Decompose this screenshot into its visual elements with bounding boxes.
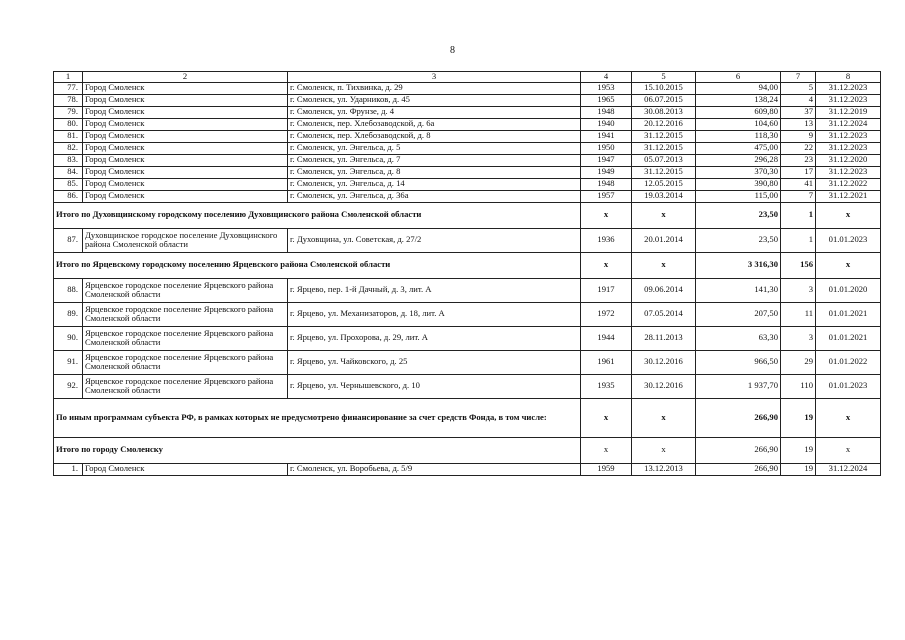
total-residents: 156 <box>781 252 816 278</box>
column-number-header <box>54 72 881 83</box>
table-row <box>54 118 881 130</box>
table-row <box>54 350 881 374</box>
table-row <box>54 190 881 202</box>
recognition-date: 20.01.2014 <box>632 228 696 252</box>
residents-count: 110 <box>781 374 816 398</box>
residents-count: 17 <box>781 166 816 178</box>
settlement-name: Город Смоленск <box>83 154 288 166</box>
total-date: x <box>632 202 696 228</box>
resettlement-deadline: 31.12.2023 <box>816 82 881 94</box>
address: г. Ярцево, ул. Чайковского, д. 25 <box>288 350 581 374</box>
total-year: x <box>581 202 632 228</box>
resettlement-deadline: 31.12.2020 <box>816 154 881 166</box>
table-row <box>54 463 881 475</box>
year-built: 1957 <box>581 190 632 202</box>
row-number: 81. <box>54 130 83 142</box>
resettlement-deadline: 01.01.2021 <box>816 302 881 326</box>
settlement-name: Ярцевское городское поселение Ярцевского района Смоленской области <box>83 374 288 398</box>
area: 966,50 <box>696 350 781 374</box>
resettlement-deadline: 01.01.2023 <box>816 374 881 398</box>
total-deadline: x <box>816 252 881 278</box>
year-built: 1935 <box>581 374 632 398</box>
total-area: 23,50 <box>696 202 781 228</box>
residents-count: 9 <box>781 130 816 142</box>
resettlement-deadline: 31.12.2023 <box>816 166 881 178</box>
address: г. Ярцево, ул. Механизаторов, д. 18, лит. А <box>288 302 581 326</box>
header-cell: 8 <box>816 72 881 83</box>
year-built: 1950 <box>581 142 632 154</box>
area: 23,50 <box>696 228 781 252</box>
table-row <box>54 178 881 190</box>
year-built: 1961 <box>581 350 632 374</box>
total-row <box>54 437 881 463</box>
residents-count: 41 <box>781 178 816 190</box>
resettlement-deadline: 01.01.2020 <box>816 278 881 302</box>
total-area: 266,90 <box>696 398 781 437</box>
year-built: 1953 <box>581 82 632 94</box>
address: г. Смоленск, ул. Энгельса, д. 7 <box>288 154 581 166</box>
address: г. Смоленск, ул. Воробьева, д. 5/9 <box>288 463 581 475</box>
address: г. Ярцево, пер. 1-й Дачный, д. 3, лит. А <box>288 278 581 302</box>
year-built: 1941 <box>581 130 632 142</box>
recognition-date: 30.08.2013 <box>632 106 696 118</box>
settlement-name: Город Смоленск <box>83 142 288 154</box>
row-number: 88. <box>54 278 83 302</box>
settlement-name: Ярцевское городское поселение Ярцевского района Смоленской области <box>83 350 288 374</box>
recognition-date: 15.10.2015 <box>632 82 696 94</box>
recognition-date: 30.12.2016 <box>632 350 696 374</box>
area: 115,00 <box>696 190 781 202</box>
total-year: x <box>581 398 632 437</box>
total-year: x <box>581 252 632 278</box>
row-number: 90. <box>54 326 83 350</box>
row-number: 79. <box>54 106 83 118</box>
total-row <box>54 202 881 228</box>
settlement-name: Город Смоленск <box>83 130 288 142</box>
row-number: 78. <box>54 94 83 106</box>
table-row <box>54 228 881 252</box>
header-cell: 2 <box>83 72 288 83</box>
recognition-date: 31.12.2015 <box>632 142 696 154</box>
recognition-date: 06.07.2015 <box>632 94 696 106</box>
row-number: 83. <box>54 154 83 166</box>
total-date: x <box>632 398 696 437</box>
recognition-date: 20.12.2016 <box>632 118 696 130</box>
area: 141,30 <box>696 278 781 302</box>
address: г. Смоленск, пер. Хлебозаводской, д. 6а <box>288 118 581 130</box>
area: 296,28 <box>696 154 781 166</box>
recognition-date: 30.12.2016 <box>632 374 696 398</box>
total-row <box>54 252 881 278</box>
total-residents: 19 <box>781 398 816 437</box>
address: г. Смоленск, ул. Энгельса, д. 14 <box>288 178 581 190</box>
total-area: 266,90 <box>696 437 781 463</box>
total-row <box>54 398 881 437</box>
table-row <box>54 130 881 142</box>
residents-count: 29 <box>781 350 816 374</box>
area: 207,50 <box>696 302 781 326</box>
residents-count: 22 <box>781 142 816 154</box>
header-cell: 6 <box>696 72 781 83</box>
area: 94,00 <box>696 82 781 94</box>
residents-count: 7 <box>781 190 816 202</box>
row-number: 84. <box>54 166 83 178</box>
year-built: 1972 <box>581 302 632 326</box>
year-built: 1947 <box>581 154 632 166</box>
table-row <box>54 374 881 398</box>
total-date: x <box>632 437 696 463</box>
recognition-date: 13.12.2013 <box>632 463 696 475</box>
settlement-name: Город Смоленск <box>83 190 288 202</box>
table-row <box>54 302 881 326</box>
recognition-date: 05.07.2013 <box>632 154 696 166</box>
area: 104,60 <box>696 118 781 130</box>
year-built: 1949 <box>581 166 632 178</box>
header-cell: 5 <box>632 72 696 83</box>
address: г. Ярцево, ул. Чернышевского, д. 10 <box>288 374 581 398</box>
settlement-name: Духовщинское городское поселение Духовщинского района Смоленской области <box>83 228 288 252</box>
total-label: Итого по Духовщинскому городскому поселению Духовщинского района Смоленской области <box>54 202 581 228</box>
row-number: 89. <box>54 302 83 326</box>
year-built: 1965 <box>581 94 632 106</box>
housing-registry-table <box>53 71 881 476</box>
recognition-date: 09.06.2014 <box>632 278 696 302</box>
row-number: 1. <box>54 463 83 475</box>
resettlement-deadline: 31.12.2024 <box>816 463 881 475</box>
year-built: 1944 <box>581 326 632 350</box>
row-number: 92. <box>54 374 83 398</box>
total-year: x <box>581 437 632 463</box>
recognition-date: 28.11.2013 <box>632 326 696 350</box>
area: 138,24 <box>696 94 781 106</box>
total-residents: 1 <box>781 202 816 228</box>
address: г. Духовщина, ул. Советская, д. 27/2 <box>288 228 581 252</box>
area: 390,80 <box>696 178 781 190</box>
row-number: 86. <box>54 190 83 202</box>
recognition-date: 19.03.2014 <box>632 190 696 202</box>
row-number: 85. <box>54 178 83 190</box>
address: г. Смоленск, пер. Хлебозаводской, д. 8 <box>288 130 581 142</box>
resettlement-deadline: 31.12.2023 <box>816 130 881 142</box>
area: 266,90 <box>696 463 781 475</box>
area: 63,30 <box>696 326 781 350</box>
settlement-name: Город Смоленск <box>83 166 288 178</box>
recognition-date: 07.05.2014 <box>632 302 696 326</box>
recognition-date: 31.12.2015 <box>632 166 696 178</box>
header-cell: 4 <box>581 72 632 83</box>
residents-count: 23 <box>781 154 816 166</box>
row-number: 82. <box>54 142 83 154</box>
residents-count: 4 <box>781 94 816 106</box>
total-label: Итого по Ярцевскому городскому поселению Ярцевского района Смоленской области <box>54 252 581 278</box>
total-label: Итого по городу Смоленску <box>54 437 581 463</box>
resettlement-deadline: 01.01.2022 <box>816 350 881 374</box>
total-area: 3 316,30 <box>696 252 781 278</box>
settlement-name: Город Смоленск <box>83 118 288 130</box>
total-deadline: x <box>816 398 881 437</box>
resettlement-deadline: 31.12.2019 <box>816 106 881 118</box>
table-row <box>54 326 881 350</box>
row-number: 77. <box>54 82 83 94</box>
total-label: По иным программам субъекта РФ, в рамках которых не предусмотрено финансирование за счет средств Фонда, в том числе: <box>54 398 581 437</box>
total-deadline: x <box>816 202 881 228</box>
area: 370,30 <box>696 166 781 178</box>
recognition-date: 12.05.2015 <box>632 178 696 190</box>
row-number: 91. <box>54 350 83 374</box>
address: г. Смоленск, ул. Ударников, д. 45 <box>288 94 581 106</box>
header-cell: 7 <box>781 72 816 83</box>
resettlement-deadline: 31.12.2023 <box>816 94 881 106</box>
address: г. Смоленск, ул. Фрунзе, д. 4 <box>288 106 581 118</box>
table-row <box>54 154 881 166</box>
residents-count: 3 <box>781 278 816 302</box>
residents-count: 11 <box>781 302 816 326</box>
settlement-name: Ярцевское городское поселение Ярцевского района Смоленской области <box>83 302 288 326</box>
table-row <box>54 106 881 118</box>
address: г. Смоленск, ул. Энгельса, д. 36а <box>288 190 581 202</box>
resettlement-deadline: 01.01.2021 <box>816 326 881 350</box>
header-cell: 1 <box>54 72 83 83</box>
residents-count: 19 <box>781 463 816 475</box>
residents-count: 13 <box>781 118 816 130</box>
year-built: 1959 <box>581 463 632 475</box>
area: 1 937,70 <box>696 374 781 398</box>
table-row <box>54 166 881 178</box>
resettlement-deadline: 31.12.2024 <box>816 118 881 130</box>
residents-count: 37 <box>781 106 816 118</box>
page-number: 8 <box>450 45 455 56</box>
row-number: 80. <box>54 118 83 130</box>
year-built: 1948 <box>581 106 632 118</box>
row-number: 87. <box>54 228 83 252</box>
settlement-name: Ярцевское городское поселение Ярцевского района Смоленской области <box>83 278 288 302</box>
settlement-name: Город Смоленск <box>83 82 288 94</box>
address: г. Смоленск, ул. Энгельса, д. 5 <box>288 142 581 154</box>
residents-count: 3 <box>781 326 816 350</box>
settlement-name: Город Смоленск <box>83 94 288 106</box>
total-residents: 19 <box>781 437 816 463</box>
settlement-name: Ярцевское городское поселение Ярцевского района Смоленской области <box>83 326 288 350</box>
residents-count: 5 <box>781 82 816 94</box>
table-body <box>54 72 881 476</box>
year-built: 1948 <box>581 178 632 190</box>
residents-count: 1 <box>781 228 816 252</box>
recognition-date: 31.12.2015 <box>632 130 696 142</box>
address: г. Смоленск, ул. Энгельса, д. 8 <box>288 166 581 178</box>
resettlement-deadline: 31.12.2021 <box>816 190 881 202</box>
header-cell: 3 <box>288 72 581 83</box>
year-built: 1936 <box>581 228 632 252</box>
total-deadline: x <box>816 437 881 463</box>
table-row <box>54 278 881 302</box>
area: 609,80 <box>696 106 781 118</box>
address: г. Ярцево, ул. Прохорова, д. 29, лит. А <box>288 326 581 350</box>
area: 475,00 <box>696 142 781 154</box>
settlement-name: Город Смоленск <box>83 106 288 118</box>
resettlement-deadline: 01.01.2023 <box>816 228 881 252</box>
resettlement-deadline: 31.12.2023 <box>816 142 881 154</box>
year-built: 1917 <box>581 278 632 302</box>
year-built: 1940 <box>581 118 632 130</box>
settlement-name: Город Смоленск <box>83 463 288 475</box>
resettlement-deadline: 31.12.2022 <box>816 178 881 190</box>
table-row <box>54 82 881 94</box>
settlement-name: Город Смоленск <box>83 178 288 190</box>
table-row <box>54 142 881 154</box>
area: 118,30 <box>696 130 781 142</box>
table-row <box>54 94 881 106</box>
total-date: x <box>632 252 696 278</box>
address: г. Смоленск, п. Тихвинка, д. 29 <box>288 82 581 94</box>
